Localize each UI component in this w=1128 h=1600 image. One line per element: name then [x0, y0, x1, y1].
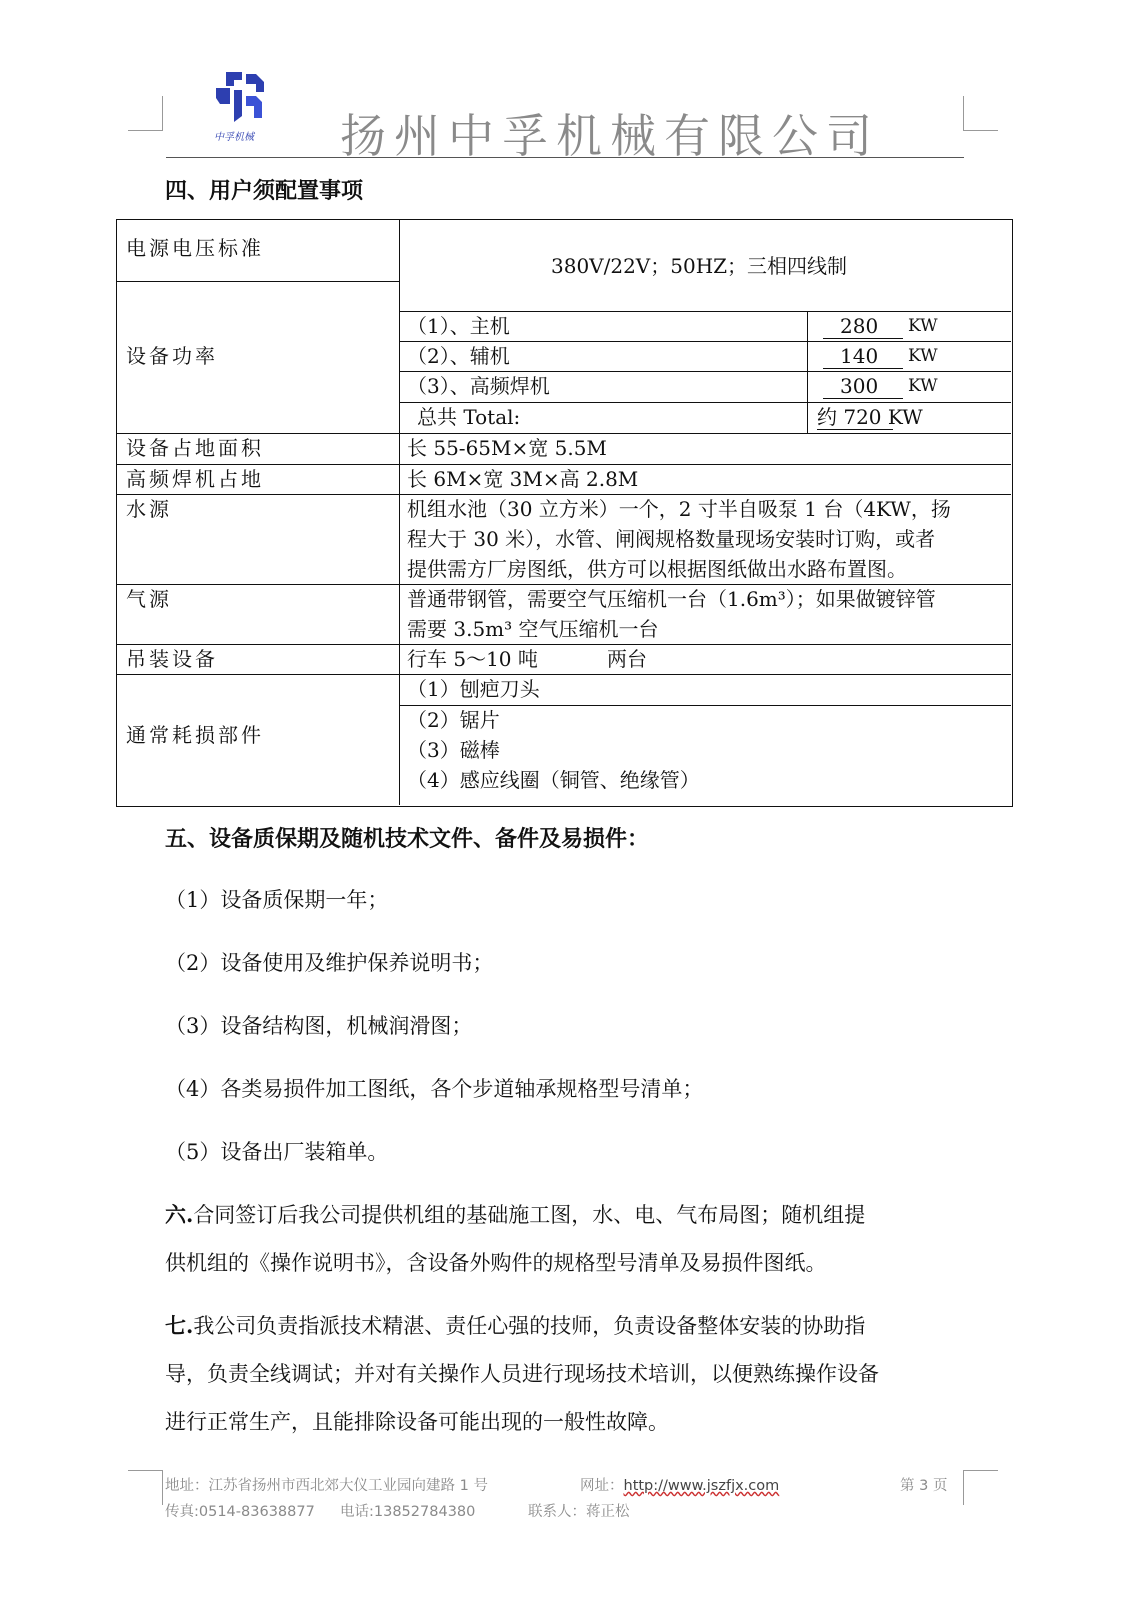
crop-mark-bottom-left [128, 1470, 163, 1505]
consumable-item: （2）锯片 [407, 708, 500, 732]
table-row-divider [399, 341, 1011, 342]
power-item-name: （2）、辅机 [407, 344, 510, 368]
section-6-line [165, 1199, 865, 1229]
section-5-item: （1）设备质保期一年； [165, 888, 389, 912]
consumable-item: （4）感应线圈（铜管、绝缘管） [407, 768, 700, 792]
footer-contact: 联系人：蒋正松 [528, 1504, 630, 1520]
power-item-underline [823, 368, 903, 369]
page-number: 第 3 页 [900, 1478, 948, 1494]
consumable-item: （3）磁棒 [407, 738, 500, 762]
value-lifting-qty: 两台 [607, 647, 647, 671]
value-voltage: 380V/22V；50HZ；三相四线制 [551, 254, 848, 278]
power-item-value: 280 [840, 314, 879, 338]
logo-mark-icon [212, 70, 268, 126]
table-row-divider [117, 464, 1011, 465]
power-item-name: （1）、主机 [407, 314, 510, 338]
footer-fax: 传真:0514-83638877 [165, 1504, 315, 1520]
consumable-item: （1）刨疤刀头 [407, 677, 540, 701]
table-row-divider [117, 281, 399, 282]
table-row-divider [117, 494, 1011, 495]
footer-address: 地址：江苏省扬州市西北郊大仪工业园向建路 1 号 [165, 1478, 488, 1494]
power-item-unit: KW [908, 316, 938, 336]
label-area: 设备占地面积 [126, 436, 264, 460]
power-item-underline [823, 338, 903, 339]
label-voltage: 电源电压标准 [126, 236, 264, 260]
section-5-item: （3）设备结构图，机械润滑图； [165, 1014, 473, 1038]
power-item-underline [823, 398, 903, 399]
table-row-divider [399, 705, 1011, 706]
table-col-divider [399, 220, 400, 805]
section-6-line: 供机组的《操作说明书》，含设备外购件的规格型号清单及易损件图纸。 [165, 1251, 827, 1275]
value-water-line: 程大于 30 米），水管、闸阀规格数量现场安装时订购，或者 [407, 527, 936, 551]
website-link[interactable]: http://www.jszfjx.com [623, 1478, 780, 1494]
section-5-item: （4）各类易损件加工图纸，各个步道轴承规格型号清单； [165, 1077, 704, 1101]
company-logo [212, 70, 268, 126]
config-table [116, 219, 1013, 807]
label-air: 气源 [126, 587, 172, 611]
crop-mark-top-right [963, 96, 998, 131]
section-7-line: 导，负责全线调试；并对有关操作人员进行现场技术培训，以便熟练操作设备 [165, 1362, 879, 1386]
value-air-line: 需要 3.5m³ 空气压缩机一台 [407, 617, 659, 641]
section-6-num: 六. [165, 1202, 194, 1227]
header-divider [166, 157, 964, 158]
crop-mark-top-left [128, 96, 163, 131]
value-welder-area: 长 6M×宽 3M×高 2.8M [407, 467, 639, 491]
section-5-item: （5）设备出厂装箱单。 [165, 1140, 389, 1164]
section-6-text: 合同签订后我公司提供机组的基础施工图，水、电、气布局图；随机组提 [193, 1203, 866, 1227]
footer-website [580, 1474, 779, 1495]
table-row-divider [117, 433, 1011, 434]
power-item-unit: KW [908, 376, 938, 396]
label-consumables: 通常耗损部件 [126, 723, 264, 747]
footer-phone: 电话:13852784380 [340, 1504, 476, 1520]
power-total-label: 总共 Total: [417, 405, 521, 429]
label-water: 水源 [126, 497, 172, 521]
label-lifting: 吊装设备 [126, 647, 218, 671]
section-7-line: 进行正常生产，且能排除设备可能出现的一般性故障。 [165, 1410, 669, 1434]
power-total-underline [817, 429, 893, 430]
company-name: 扬州中孚机械有限公司 [340, 109, 880, 163]
section-4-title: 四、用户须配置事项 [165, 178, 364, 204]
power-item-value: 140 [840, 344, 879, 368]
label-power: 设备功率 [126, 344, 218, 368]
section-7-line [165, 1310, 865, 1340]
section-7-num: 七. [165, 1313, 194, 1338]
table-row-divider [117, 584, 1011, 585]
value-water-line: 提供需方厂房图纸，供方可以根据图纸做出水路布置图。 [407, 557, 907, 581]
power-item-name: （3）、高频焊机 [407, 374, 550, 398]
table-row-divider [399, 311, 1011, 312]
section-5-title: 五、设备质保期及随机技术文件、备件及易损件： [165, 826, 650, 852]
value-lifting: 行车 5～10 吨 [407, 647, 538, 671]
power-item-value: 300 [840, 374, 879, 398]
section-5-item: （2）设备使用及维护保养说明书； [165, 951, 494, 975]
crop-mark-bottom-right [963, 1470, 998, 1505]
value-water-line: 机组水池（30 立方米）一个，2 寸半自吸泵 1 台（4KW，扬 [407, 497, 951, 521]
table-row-divider [399, 402, 1011, 403]
label-welder-area: 高频焊机占地 [126, 467, 264, 491]
value-area: 长 55-65M×宽 5.5M [407, 436, 607, 460]
footer-website-label: 网址： [580, 1478, 624, 1494]
power-item-unit: KW [908, 346, 938, 366]
logo-text: 中孚机械 [214, 132, 254, 143]
table-row-divider [117, 674, 1011, 675]
value-air-line: 普通带钢管，需要空气压缩机一台（1.6m³）；如果做镀锌管 [407, 587, 936, 611]
table-row-divider [117, 644, 1011, 645]
section-7-text: 我公司负责指派技术精湛、责任心强的技师，负责设备整体安装的协助指 [193, 1314, 866, 1338]
table-row-divider [399, 371, 1011, 372]
power-total-value: 约 720 KW [817, 405, 923, 429]
